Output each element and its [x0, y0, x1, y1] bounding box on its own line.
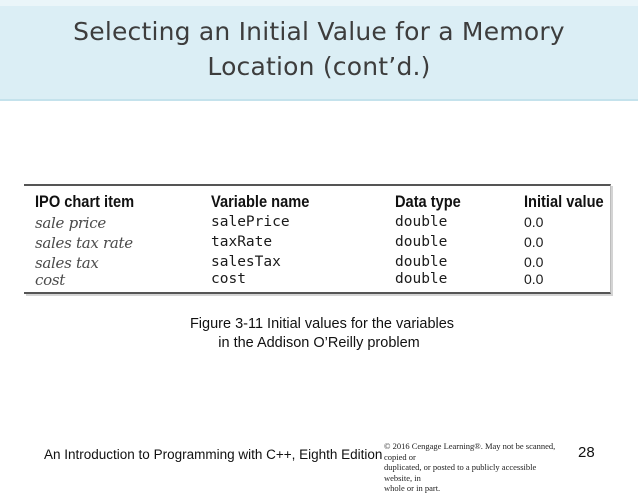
ipo-item: cost — [35, 271, 65, 289]
figure-caption-line-1: Figure 3-11 Initial values for the variables — [189, 316, 455, 332]
variable-name: salePrice — [211, 214, 290, 230]
header-initial-value: Initial value — [524, 192, 604, 211]
slide-title-line-1: Selecting an Initial Value for a Memory — [73, 17, 565, 46]
initial-value: 0.0 — [524, 214, 544, 230]
footer-copyright — [384, 441, 564, 494]
ipo-item: sale price — [35, 214, 106, 232]
ipo-chart-table — [24, 184, 611, 294]
variable-name: salesTax — [211, 254, 281, 270]
initial-value: 0.0 — [524, 271, 544, 287]
ipo-item: sales tax — [35, 254, 99, 272]
figure-caption-line-2: in the Addison O’Reilly problem — [218, 335, 420, 351]
data-type: double — [395, 214, 448, 230]
data-type: double — [395, 234, 448, 250]
ipo-item: sales tax rate — [35, 234, 133, 252]
initial-value: 0.0 — [524, 254, 544, 270]
figure-caption — [0, 315, 638, 353]
header-ipo-chart-item: IPO chart item — [35, 192, 135, 211]
header-variable-name: Variable name — [211, 192, 310, 211]
variable-name: taxRate — [211, 234, 273, 250]
data-type: double — [395, 271, 448, 287]
page-number: 28 — [578, 444, 595, 461]
copyright-line-2: duplicated, or posted to a publicly accessible website, in — [384, 462, 537, 483]
header-data-type: Data type — [395, 192, 461, 211]
copyright-line-3: whole or in part. — [384, 483, 441, 493]
slide-title — [0, 14, 638, 84]
slide-title-line-2: Location (cont’d.) — [207, 52, 431, 81]
footer-book-title: An Introduction to Programming with C++, Eighth Edition — [44, 447, 383, 462]
initial-value: 0.0 — [524, 234, 544, 250]
data-type: double — [395, 254, 448, 270]
copyright-line-1: © 2016 Cengage Learning®. May not be scanned, copied or — [384, 441, 556, 462]
variable-name: cost — [211, 271, 246, 287]
